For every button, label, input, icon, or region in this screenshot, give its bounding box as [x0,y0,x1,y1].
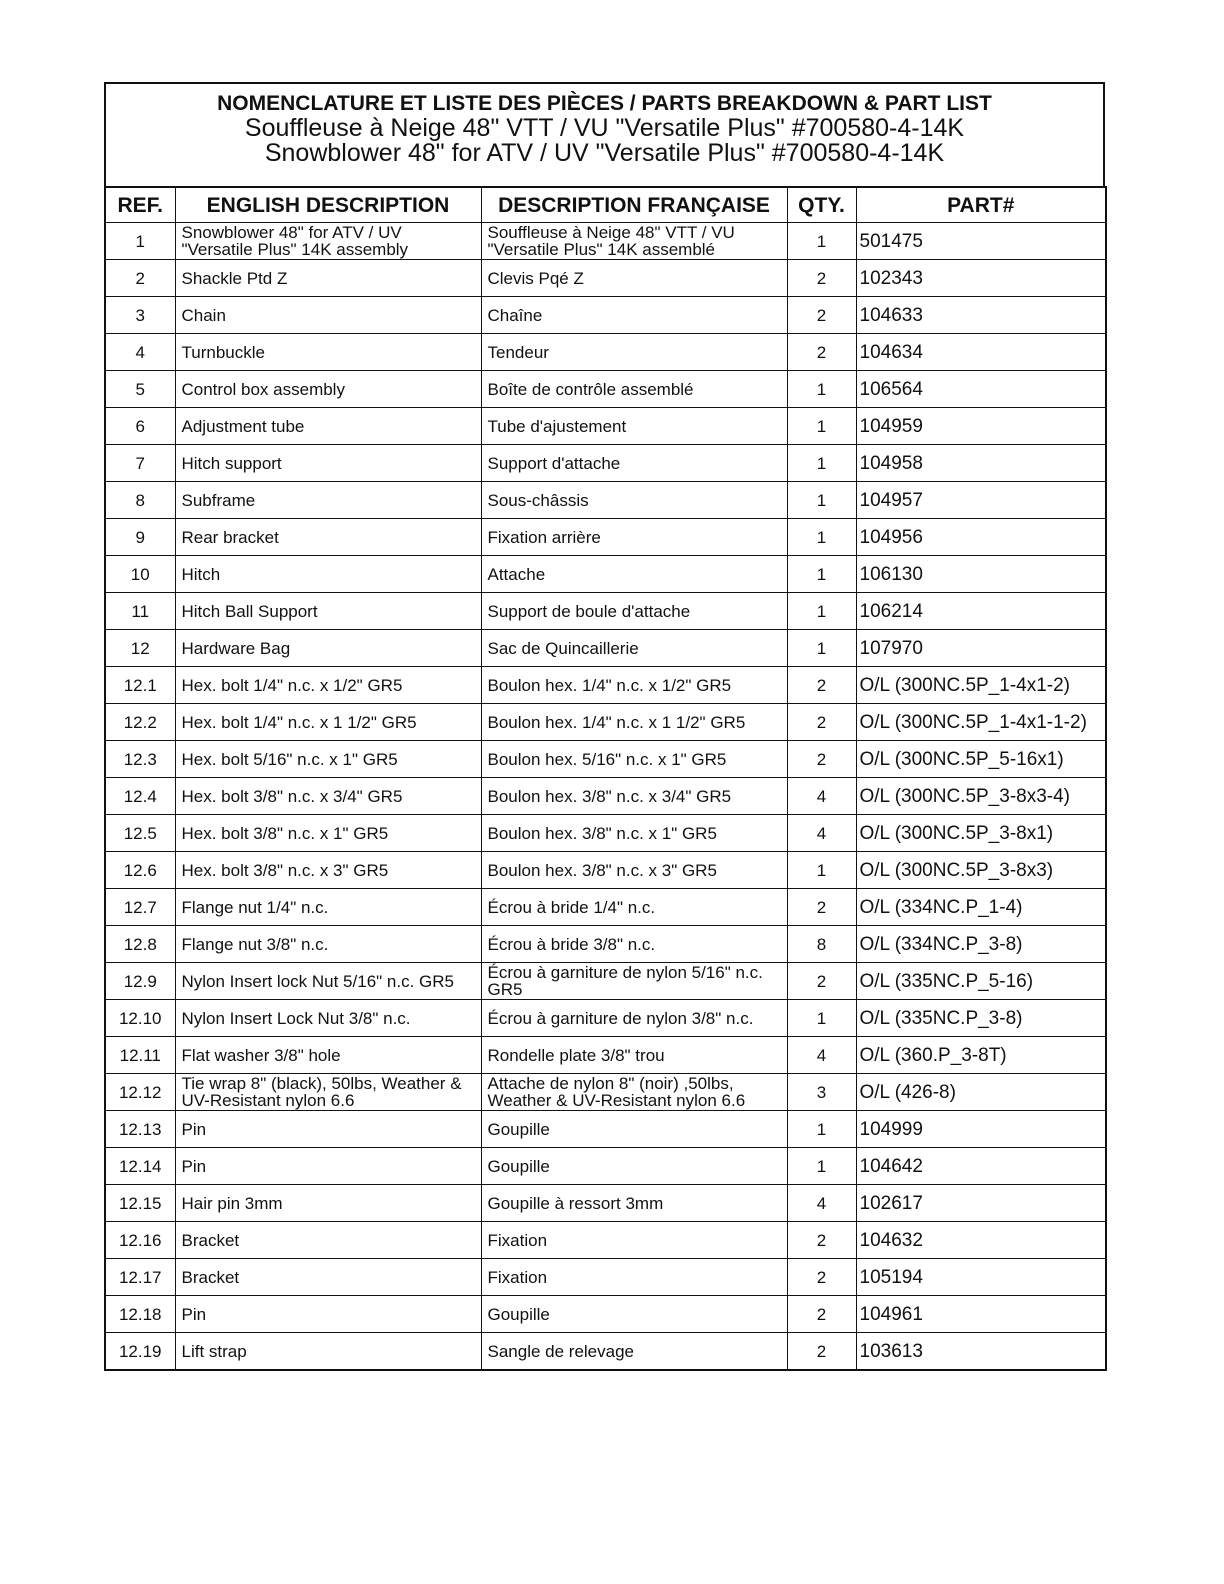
quantity-cell: 2 [787,704,856,741]
table-row [105,1148,1106,1185]
ref-cell: 9 [105,519,175,556]
table-row [105,852,1106,889]
part-number-cell: O/L (334NC.P_3-8) [856,926,1106,963]
part-number-cell: 104956 [856,519,1106,556]
quantity-cell: 4 [787,1185,856,1222]
part-number-cell: 106130 [856,556,1106,593]
french-description-cell: Attache de nylon 8" (noir) ,50lbs, Weather & UV-Resistant nylon 6.6 [481,1074,787,1111]
ref-cell: 12.11 [105,1037,175,1074]
ref-cell: 3 [105,297,175,334]
english-description-cell: Rear bracket [175,519,481,556]
french-description-cell: Rondelle plate 3/8" trou [481,1037,787,1074]
document-header [104,82,1105,186]
column-header-qty: QTY. [787,187,856,223]
french-description-cell: Fixation [481,1222,787,1259]
french-description-cell: Boulon hex. 3/8" n.c. x 1" GR5 [481,815,787,852]
french-description-cell: Goupille [481,1148,787,1185]
ref-cell: 12.13 [105,1111,175,1148]
ref-cell: 10 [105,556,175,593]
ref-cell: 11 [105,593,175,630]
french-description-cell: Chaîne [481,297,787,334]
part-number-cell: 104632 [856,1222,1106,1259]
table-row [105,1259,1106,1296]
ref-cell: 12.8 [105,926,175,963]
column-header-english: ENGLISH DESCRIPTION [175,187,481,223]
english-description-cell: Bracket [175,1259,481,1296]
part-number-cell: 104957 [856,482,1106,519]
french-description-cell: Sangle de relevage [481,1333,787,1371]
english-description-cell: Flat washer 3/8" hole [175,1037,481,1074]
part-number-cell: O/L (300NC.5P_5-16x1) [856,741,1106,778]
quantity-cell: 2 [787,1259,856,1296]
ref-cell: 12.16 [105,1222,175,1259]
table-row [105,1185,1106,1222]
part-number-cell: 104633 [856,297,1106,334]
quantity-cell: 3 [787,1074,856,1111]
quantity-cell: 2 [787,260,856,297]
ref-cell: 2 [105,260,175,297]
quantity-cell: 2 [787,1296,856,1333]
english-description-cell: Hex. bolt 3/8" n.c. x 1" GR5 [175,815,481,852]
table-row [105,445,1106,482]
table-header-row [105,187,1106,223]
quantity-cell: 1 [787,1000,856,1037]
french-description-cell: Support de boule d'attache [481,593,787,630]
quantity-cell: 1 [787,223,856,260]
quantity-cell: 1 [787,556,856,593]
quantity-cell: 1 [787,1148,856,1185]
part-number-cell: 103613 [856,1333,1106,1371]
ref-cell: 12.14 [105,1148,175,1185]
english-description-cell: Flange nut 1/4" n.c. [175,889,481,926]
english-description-cell: Bracket [175,1222,481,1259]
english-description-cell: Hex. bolt 3/8" n.c. x 3" GR5 [175,852,481,889]
english-description-cell: Tie wrap 8" (black), 50lbs, Weather & UV-Resistant nylon 6.6 [175,1074,481,1111]
quantity-cell: 1 [787,408,856,445]
french-description-cell: Goupille à ressort 3mm [481,1185,787,1222]
quantity-cell: 1 [787,519,856,556]
ref-cell: 12.5 [105,815,175,852]
table-row [105,1222,1106,1259]
ref-cell: 12.15 [105,1185,175,1222]
french-description-cell: Goupille [481,1111,787,1148]
part-number-cell: O/L (335NC.P_5-16) [856,963,1106,1000]
table-row [105,778,1106,815]
french-description-cell: Tube d'ajustement [481,408,787,445]
ref-cell: 6 [105,408,175,445]
ref-cell: 12.18 [105,1296,175,1333]
quantity-cell: 4 [787,815,856,852]
part-number-cell: O/L (300NC.5P_1-4x1-1-2) [856,704,1106,741]
english-description-cell: Hex. bolt 1/4" n.c. x 1 1/2" GR5 [175,704,481,741]
english-description-cell: Hex. bolt 1/4" n.c. x 1/2" GR5 [175,667,481,704]
english-description-cell: Shackle Ptd Z [175,260,481,297]
ref-cell: 12.4 [105,778,175,815]
table-row [105,741,1106,778]
english-description-cell: Nylon Insert Lock Nut 3/8" n.c. [175,1000,481,1037]
part-number-cell: O/L (360.P_3-8T) [856,1037,1106,1074]
part-number-cell: 106564 [856,371,1106,408]
quantity-cell: 1 [787,371,856,408]
english-description-cell: Hitch Ball Support [175,593,481,630]
ref-cell: 12.12 [105,1074,175,1111]
part-number-cell: O/L (335NC.P_3-8) [856,1000,1106,1037]
quantity-cell: 1 [787,593,856,630]
parts-list-sheet [104,82,1105,1371]
english-description-cell: Pin [175,1296,481,1333]
english-description-cell: Snowblower 48" for ATV / UV "Versatile Plus" 14K assembly [175,223,481,260]
ref-cell: 4 [105,334,175,371]
french-description-cell: Écrou à garniture de nylon 5/16" n.c. GR5 [481,963,787,1000]
part-number-cell: O/L (334NC.P_1-4) [856,889,1106,926]
ref-cell: 12.1 [105,667,175,704]
english-description-cell: Hex. bolt 3/8" n.c. x 3/4" GR5 [175,778,481,815]
french-description-cell: Écrou à garniture de nylon 3/8" n.c. [481,1000,787,1037]
table-row [105,519,1106,556]
table-row [105,371,1106,408]
column-header-ref: REF. [105,187,175,223]
english-description-cell: Hitch [175,556,481,593]
table-row [105,1000,1106,1037]
table-row [105,1037,1106,1074]
ref-cell: 12.9 [105,963,175,1000]
part-number-cell: 104961 [856,1296,1106,1333]
part-number-cell: 102617 [856,1185,1106,1222]
quantity-cell: 1 [787,852,856,889]
header-title: NOMENCLATURE ET LISTE DES PIÈCES / PARTS BREAKDOWN & PART LIST [217,92,992,115]
table-row [105,297,1106,334]
quantity-cell: 2 [787,1333,856,1371]
english-description-cell: Adjustment tube [175,408,481,445]
quantity-cell: 4 [787,1037,856,1074]
part-number-cell: 104959 [856,408,1106,445]
french-description-cell: Écrou à bride 3/8" n.c. [481,926,787,963]
french-description-cell: Boulon hex. 5/16" n.c. x 1" GR5 [481,741,787,778]
english-description-cell: Pin [175,1148,481,1185]
quantity-cell: 8 [787,926,856,963]
part-number-cell: 105194 [856,1259,1106,1296]
english-description-cell: Nylon Insert lock Nut 5/16" n.c. GR5 [175,963,481,1000]
quantity-cell: 1 [787,630,856,667]
table-row [105,704,1106,741]
french-description-cell: Boulon hex. 1/4" n.c. x 1/2" GR5 [481,667,787,704]
table-row [105,963,1106,1000]
column-header-part: PART# [856,187,1106,223]
english-description-cell: Hex. bolt 5/16" n.c. x 1" GR5 [175,741,481,778]
ref-cell: 12 [105,630,175,667]
ref-cell: 7 [105,445,175,482]
parts-table [104,186,1107,1371]
table-row [105,889,1106,926]
ref-cell: 8 [105,482,175,519]
french-description-cell: Sous-châssis [481,482,787,519]
quantity-cell: 2 [787,297,856,334]
french-description-cell: Fixation arrière [481,519,787,556]
part-number-cell: O/L (426-8) [856,1074,1106,1111]
ref-cell: 12.2 [105,704,175,741]
quantity-cell: 2 [787,667,856,704]
french-description-cell: Boîte de contrôle assemblé [481,371,787,408]
english-description-cell: Hair pin 3mm [175,1185,481,1222]
table-row [105,630,1106,667]
french-description-cell: Boulon hex. 3/8" n.c. x 3" GR5 [481,852,787,889]
part-number-cell: O/L (300NC.5P_1-4x1-2) [856,667,1106,704]
table-row [105,1333,1106,1371]
table-row [105,1111,1106,1148]
part-number-cell: 106214 [856,593,1106,630]
table-row [105,667,1106,704]
french-description-cell: Goupille [481,1296,787,1333]
quantity-cell: 2 [787,334,856,371]
ref-cell: 12.19 [105,1333,175,1371]
french-description-cell: Support d'attache [481,445,787,482]
french-description-cell: Tendeur [481,334,787,371]
french-description-cell: Attache [481,556,787,593]
quantity-cell: 1 [787,1111,856,1148]
english-description-cell: Flange nut 3/8" n.c. [175,926,481,963]
table-row [105,408,1106,445]
table-row [105,482,1106,519]
quantity-cell: 2 [787,963,856,1000]
french-description-cell: Sac de Quincaillerie [481,630,787,667]
quantity-cell: 2 [787,1222,856,1259]
french-description-cell: Boulon hex. 1/4" n.c. x 1 1/2" GR5 [481,704,787,741]
column-header-french: DESCRIPTION FRANÇAISE [481,187,787,223]
table-row [105,815,1106,852]
ref-cell: 12.7 [105,889,175,926]
english-description-cell: Control box assembly [175,371,481,408]
table-row [105,260,1106,297]
english-description-cell: Hardware Bag [175,630,481,667]
french-description-cell: Clevis Pqé Z [481,260,787,297]
table-row [105,223,1106,260]
french-description-cell: Fixation [481,1259,787,1296]
table-row [105,1074,1106,1111]
ref-cell: 12.17 [105,1259,175,1296]
table-row [105,1296,1106,1333]
french-description-cell: Boulon hex. 3/8" n.c. x 3/4" GR5 [481,778,787,815]
ref-cell: 12.10 [105,1000,175,1037]
part-number-cell: O/L (300NC.5P_3-8x1) [856,815,1106,852]
table-row [105,334,1106,371]
ref-cell: 12.3 [105,741,175,778]
table-row [105,926,1106,963]
header-subtitle-english: Snowblower 48" for ATV / UV "Versatile Plus" #700580-4-14K [264,139,945,167]
part-number-cell: 104634 [856,334,1106,371]
part-number-cell: 501475 [856,223,1106,260]
ref-cell: 12.6 [105,852,175,889]
quantity-cell: 2 [787,889,856,926]
part-number-cell: 104642 [856,1148,1106,1185]
ref-cell: 5 [105,371,175,408]
header-subtitle-french: Souffleuse à Neige 48" VTT / VU "Versatile Plus" #700580-4-14K [244,114,965,142]
english-description-cell: Turnbuckle [175,334,481,371]
english-description-cell: Subframe [175,482,481,519]
quantity-cell: 1 [787,482,856,519]
part-number-cell: 102343 [856,260,1106,297]
ref-cell: 1 [105,223,175,260]
french-description-cell: Souffleuse à Neige 48" VTT / VU "Versatile Plus" 14K assemblé [481,223,787,260]
quantity-cell: 4 [787,778,856,815]
quantity-cell: 1 [787,445,856,482]
table-row [105,556,1106,593]
part-number-cell: 107970 [856,630,1106,667]
parts-table-body [105,223,1106,1371]
french-description-cell: Écrou à bride 1/4" n.c. [481,889,787,926]
table-row [105,593,1106,630]
part-number-cell: O/L (300NC.5P_3-8x3-4) [856,778,1106,815]
english-description-cell: Chain [175,297,481,334]
part-number-cell: 104958 [856,445,1106,482]
english-description-cell: Hitch support [175,445,481,482]
part-number-cell: O/L (300NC.5P_3-8x3) [856,852,1106,889]
part-number-cell: 104999 [856,1111,1106,1148]
quantity-cell: 2 [787,741,856,778]
english-description-cell: Lift strap [175,1333,481,1371]
english-description-cell: Pin [175,1111,481,1148]
